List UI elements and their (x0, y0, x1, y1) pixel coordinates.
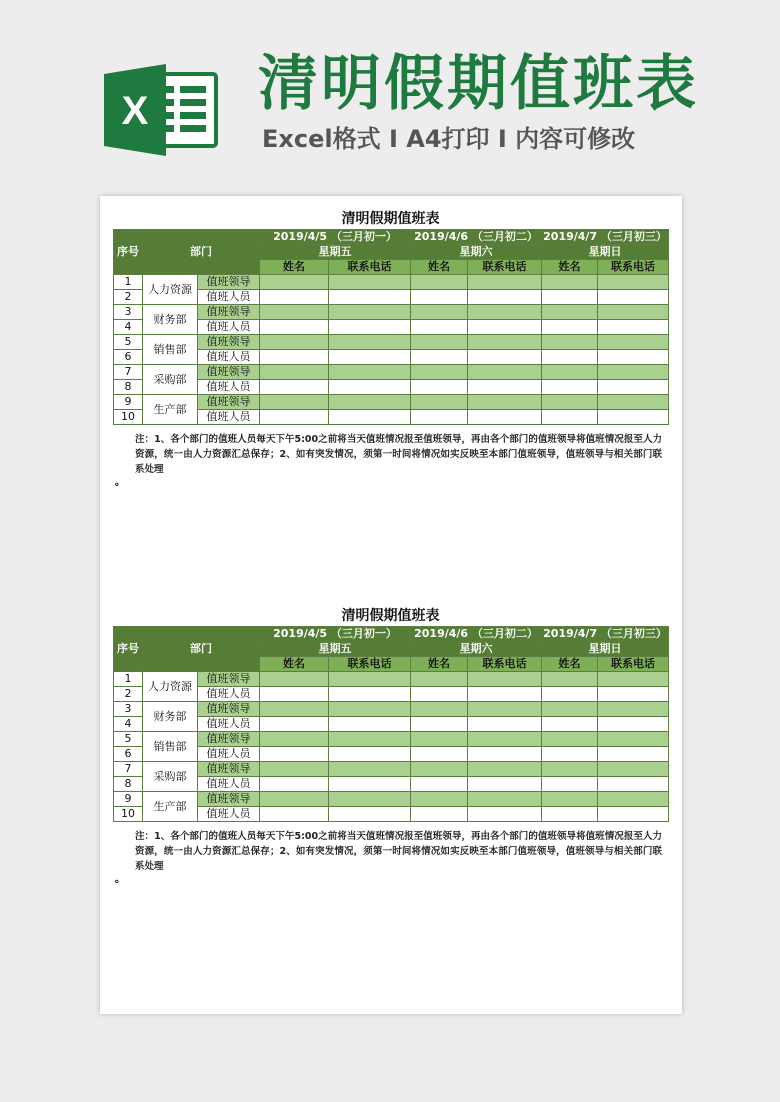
sheet-note: 注：1、各个部门的值班人员每天下午5:00之前将当天值班情况报至值班领导，再由各个部门的值班领导将值班情况报至人力资源，统一由人力资源汇总保存；2、如有突发情况，须第一时间将情况如实反映至本部门值班领导，值班领导与相关部门联系处理 (135, 434, 662, 475)
phone-input-cell[interactable] (598, 410, 669, 425)
row-index: 8 (114, 380, 143, 395)
phone-input-cell[interactable] (598, 777, 669, 792)
name-input-cell[interactable] (411, 672, 468, 687)
header-weekday-3: 星期日 (542, 642, 669, 657)
name-input-cell[interactable] (542, 395, 598, 410)
phone-input-cell[interactable] (329, 335, 411, 350)
row-index: 4 (114, 717, 143, 732)
name-input-cell[interactable] (260, 702, 329, 717)
phone-input-cell[interactable] (598, 275, 669, 290)
role-cell: 值班人员 (198, 410, 260, 425)
row-index: 7 (114, 762, 143, 777)
phone-input-cell[interactable] (329, 395, 411, 410)
dept-cell: 采购部 (143, 762, 198, 792)
header-date-2: 2019/4/6 （三月初二） (411, 230, 542, 245)
header-phone: 联系电话 (329, 657, 411, 672)
name-input-cell[interactable] (542, 717, 598, 732)
duty-sheet-2 (113, 607, 668, 886)
name-input-cell[interactable] (260, 717, 329, 732)
table-row (114, 732, 669, 747)
phone-input-cell[interactable] (468, 335, 542, 350)
role-cell: 值班人员 (198, 777, 260, 792)
name-input-cell[interactable] (542, 380, 598, 395)
phone-input-cell[interactable] (598, 747, 669, 762)
header-index: 序号 (114, 230, 143, 275)
phone-input-cell[interactable] (598, 305, 669, 320)
name-input-cell[interactable] (411, 777, 468, 792)
phone-input-cell[interactable] (329, 687, 411, 702)
name-input-cell[interactable] (542, 320, 598, 335)
phone-input-cell[interactable] (468, 395, 542, 410)
table-row (114, 762, 669, 777)
row-index: 9 (114, 792, 143, 807)
table-row (114, 807, 669, 822)
sheet-note-end: 。 (115, 874, 125, 885)
role-cell: 值班领导 (198, 672, 260, 687)
row-index: 8 (114, 777, 143, 792)
dept-cell: 采购部 (143, 365, 198, 395)
phone-input-cell[interactable] (598, 807, 669, 822)
name-input-cell[interactable] (260, 305, 329, 320)
name-input-cell[interactable] (411, 350, 468, 365)
table-row (114, 350, 669, 365)
page-title: 清明假期值班表 (258, 49, 699, 119)
row-index: 9 (114, 395, 143, 410)
name-input-cell[interactable] (411, 717, 468, 732)
sheet-title: 清明假期值班表 (341, 211, 440, 227)
role-cell: 值班人员 (198, 320, 260, 335)
phone-input-cell[interactable] (468, 380, 542, 395)
header-weekday-1: 星期五 (260, 642, 411, 657)
header-name: 姓名 (542, 260, 598, 275)
row-index: 6 (114, 747, 143, 762)
name-input-cell[interactable] (411, 732, 468, 747)
name-input-cell[interactable] (542, 702, 598, 717)
name-input-cell[interactable] (411, 702, 468, 717)
phone-input-cell[interactable] (598, 762, 669, 777)
table-row (114, 275, 669, 290)
table-row (114, 410, 669, 425)
header-weekday-1: 星期五 (260, 245, 411, 260)
role-cell: 值班领导 (198, 335, 260, 350)
phone-input-cell[interactable] (598, 320, 669, 335)
phone-input-cell[interactable] (598, 380, 669, 395)
row-index: 1 (114, 672, 143, 687)
header-weekday-2: 星期六 (411, 245, 542, 260)
name-input-cell[interactable] (411, 395, 468, 410)
duty-table (113, 626, 669, 822)
dept-cell: 生产部 (143, 395, 198, 425)
header-dept: 部门 (143, 627, 260, 672)
phone-input-cell[interactable] (468, 290, 542, 305)
phone-input-cell[interactable] (468, 792, 542, 807)
header-name: 姓名 (411, 260, 468, 275)
header-phone: 联系电话 (598, 260, 669, 275)
name-input-cell[interactable] (542, 290, 598, 305)
row-index: 10 (114, 807, 143, 822)
phone-input-cell[interactable] (468, 777, 542, 792)
phone-input-cell[interactable] (468, 365, 542, 380)
name-input-cell[interactable] (260, 792, 329, 807)
name-input-cell[interactable] (411, 747, 468, 762)
excel-logo-icon (100, 60, 220, 160)
name-input-cell[interactable] (411, 290, 468, 305)
name-input-cell[interactable] (542, 305, 598, 320)
row-index: 2 (114, 290, 143, 305)
table-row (114, 320, 669, 335)
phone-input-cell[interactable] (468, 350, 542, 365)
header-date-1: 2019/4/5 （三月初一） (260, 230, 411, 245)
header-date-3: 2019/4/7 （三月初三） (543, 230, 667, 243)
duty-table (113, 229, 669, 425)
name-input-cell[interactable] (542, 335, 598, 350)
phone-input-cell[interactable] (329, 672, 411, 687)
phone-input-cell[interactable] (598, 672, 669, 687)
header-date-1: 2019/4/5 （三月初一） (260, 627, 411, 642)
phone-input-cell[interactable] (598, 717, 669, 732)
table-row (114, 395, 669, 410)
phone-input-cell[interactable] (329, 762, 411, 777)
name-input-cell[interactable] (260, 687, 329, 702)
table-row (114, 290, 669, 305)
row-index: 3 (114, 702, 143, 717)
row-index: 10 (114, 410, 143, 425)
dept-cell: 财务部 (143, 702, 198, 732)
table-row (114, 380, 669, 395)
name-input-cell[interactable] (260, 762, 329, 777)
row-index: 5 (114, 732, 143, 747)
table-row (114, 687, 669, 702)
phone-input-cell[interactable] (598, 687, 669, 702)
phone-input-cell[interactable] (598, 365, 669, 380)
phone-input-cell[interactable] (468, 717, 542, 732)
sheet-note-end: 。 (115, 477, 125, 488)
phone-input-cell[interactable] (598, 350, 669, 365)
row-index: 5 (114, 335, 143, 350)
name-input-cell[interactable] (542, 350, 598, 365)
dept-cell: 销售部 (143, 732, 198, 762)
phone-input-cell[interactable] (598, 335, 669, 350)
phone-input-cell[interactable] (329, 380, 411, 395)
name-input-cell[interactable] (411, 687, 468, 702)
phone-input-cell[interactable] (598, 395, 669, 410)
role-cell: 值班领导 (198, 275, 260, 290)
name-input-cell[interactable] (260, 380, 329, 395)
phone-input-cell[interactable] (329, 732, 411, 747)
phone-input-cell[interactable] (329, 807, 411, 822)
name-input-cell[interactable] (542, 687, 598, 702)
name-input-cell[interactable] (542, 732, 598, 747)
role-cell: 值班领导 (198, 792, 260, 807)
name-input-cell[interactable] (260, 320, 329, 335)
name-input-cell[interactable] (260, 777, 329, 792)
header-index: 序号 (114, 627, 143, 672)
role-cell: 值班人员 (198, 350, 260, 365)
role-cell: 值班领导 (198, 395, 260, 410)
role-cell: 值班人员 (198, 290, 260, 305)
name-input-cell[interactable] (411, 410, 468, 425)
dept-cell: 销售部 (143, 335, 198, 365)
name-input-cell[interactable] (542, 275, 598, 290)
phone-input-cell[interactable] (329, 275, 411, 290)
name-input-cell[interactable] (260, 747, 329, 762)
phone-input-cell[interactable] (598, 702, 669, 717)
phone-input-cell[interactable] (468, 747, 542, 762)
role-cell: 值班人员 (198, 747, 260, 762)
dept-cell: 生产部 (143, 792, 198, 822)
name-input-cell[interactable] (542, 410, 598, 425)
name-input-cell[interactable] (411, 380, 468, 395)
name-input-cell[interactable] (542, 807, 598, 822)
role-cell: 值班领导 (198, 702, 260, 717)
header-phone: 联系电话 (329, 260, 411, 275)
phone-input-cell[interactable] (329, 365, 411, 380)
page-subtitle: Excel格式 I A4打印 I 内容可修改 (262, 125, 636, 153)
row-index: 3 (114, 305, 143, 320)
phone-input-cell[interactable] (468, 687, 542, 702)
name-input-cell[interactable] (411, 305, 468, 320)
dept-cell: 人力资源 (143, 275, 198, 305)
table-row (114, 305, 669, 320)
phone-input-cell[interactable] (329, 350, 411, 365)
logo-letter: X (121, 89, 149, 133)
dept-cell: 财务部 (143, 305, 198, 335)
phone-input-cell[interactable] (329, 320, 411, 335)
header-name: 姓名 (542, 657, 598, 672)
header-weekday-3: 星期日 (542, 245, 669, 260)
phone-input-cell[interactable] (329, 290, 411, 305)
phone-input-cell[interactable] (329, 747, 411, 762)
header-date-3: 2019/4/7 （三月初三） (543, 627, 667, 640)
phone-input-cell[interactable] (468, 702, 542, 717)
role-cell: 值班人员 (198, 807, 260, 822)
name-input-cell[interactable] (411, 365, 468, 380)
phone-input-cell[interactable] (329, 702, 411, 717)
name-input-cell[interactable] (260, 410, 329, 425)
phone-input-cell[interactable] (329, 777, 411, 792)
row-index: 7 (114, 365, 143, 380)
name-input-cell[interactable] (542, 365, 598, 380)
phone-input-cell[interactable] (468, 762, 542, 777)
name-input-cell[interactable] (411, 792, 468, 807)
name-input-cell[interactable] (542, 792, 598, 807)
phone-input-cell[interactable] (329, 792, 411, 807)
name-input-cell[interactable] (542, 777, 598, 792)
row-index: 6 (114, 350, 143, 365)
header-weekday-2: 星期六 (411, 642, 542, 657)
name-input-cell[interactable] (411, 335, 468, 350)
phone-input-cell[interactable] (468, 672, 542, 687)
table-row (114, 747, 669, 762)
role-cell: 值班人员 (198, 687, 260, 702)
name-input-cell[interactable] (542, 747, 598, 762)
name-input-cell[interactable] (260, 335, 329, 350)
row-index: 4 (114, 320, 143, 335)
sheet-title: 清明假期值班表 (341, 608, 440, 624)
name-input-cell[interactable] (260, 732, 329, 747)
name-input-cell[interactable] (260, 672, 329, 687)
row-index: 1 (114, 275, 143, 290)
table-row (114, 792, 669, 807)
phone-input-cell[interactable] (598, 290, 669, 305)
name-input-cell[interactable] (260, 807, 329, 822)
name-input-cell[interactable] (260, 275, 329, 290)
header-phone: 联系电话 (468, 260, 542, 275)
table-row (114, 702, 669, 717)
role-cell: 值班人员 (198, 717, 260, 732)
header-name: 姓名 (411, 657, 468, 672)
phone-input-cell[interactable] (468, 275, 542, 290)
header-phone: 联系电话 (468, 657, 542, 672)
role-cell: 值班领导 (198, 365, 260, 380)
name-input-cell[interactable] (542, 762, 598, 777)
name-input-cell[interactable] (260, 350, 329, 365)
document-page (100, 196, 682, 1014)
name-input-cell[interactable] (260, 395, 329, 410)
phone-input-cell[interactable] (329, 410, 411, 425)
phone-input-cell[interactable] (598, 792, 669, 807)
phone-input-cell[interactable] (329, 305, 411, 320)
header-date-2: 2019/4/6 （三月初二） (411, 627, 542, 642)
phone-input-cell[interactable] (329, 717, 411, 732)
phone-input-cell[interactable] (468, 732, 542, 747)
table-row (114, 672, 669, 687)
duty-sheet-1 (113, 210, 668, 489)
phone-input-cell[interactable] (468, 305, 542, 320)
phone-input-cell[interactable] (598, 732, 669, 747)
role-cell: 值班领导 (198, 762, 260, 777)
name-input-cell[interactable] (260, 290, 329, 305)
table-row (114, 717, 669, 732)
name-input-cell[interactable] (260, 365, 329, 380)
sheet-note: 注：1、各个部门的值班人员每天下午5:00之前将当天值班情况报至值班领导，再由各个部门的值班领导将值班情况报至人力资源，统一由人力资源汇总保存；2、如有突发情况，须第一时间将情况如实反映至本部门值班领导，值班领导与相关部门联系处理 (135, 831, 662, 872)
header-dept: 部门 (143, 230, 260, 275)
table-row (114, 365, 669, 380)
phone-input-cell[interactable] (468, 807, 542, 822)
row-index: 2 (114, 687, 143, 702)
role-cell: 值班人员 (198, 380, 260, 395)
header-phone: 联系电话 (598, 657, 669, 672)
phone-input-cell[interactable] (468, 410, 542, 425)
header-name: 姓名 (260, 657, 329, 672)
name-input-cell[interactable] (411, 762, 468, 777)
dept-cell: 人力资源 (143, 672, 198, 702)
table-row (114, 335, 669, 350)
role-cell: 值班领导 (198, 305, 260, 320)
name-input-cell[interactable] (411, 320, 468, 335)
name-input-cell[interactable] (411, 275, 468, 290)
header-name: 姓名 (260, 260, 329, 275)
name-input-cell[interactable] (411, 807, 468, 822)
phone-input-cell[interactable] (468, 320, 542, 335)
name-input-cell[interactable] (542, 672, 598, 687)
role-cell: 值班领导 (198, 732, 260, 747)
table-row (114, 777, 669, 792)
